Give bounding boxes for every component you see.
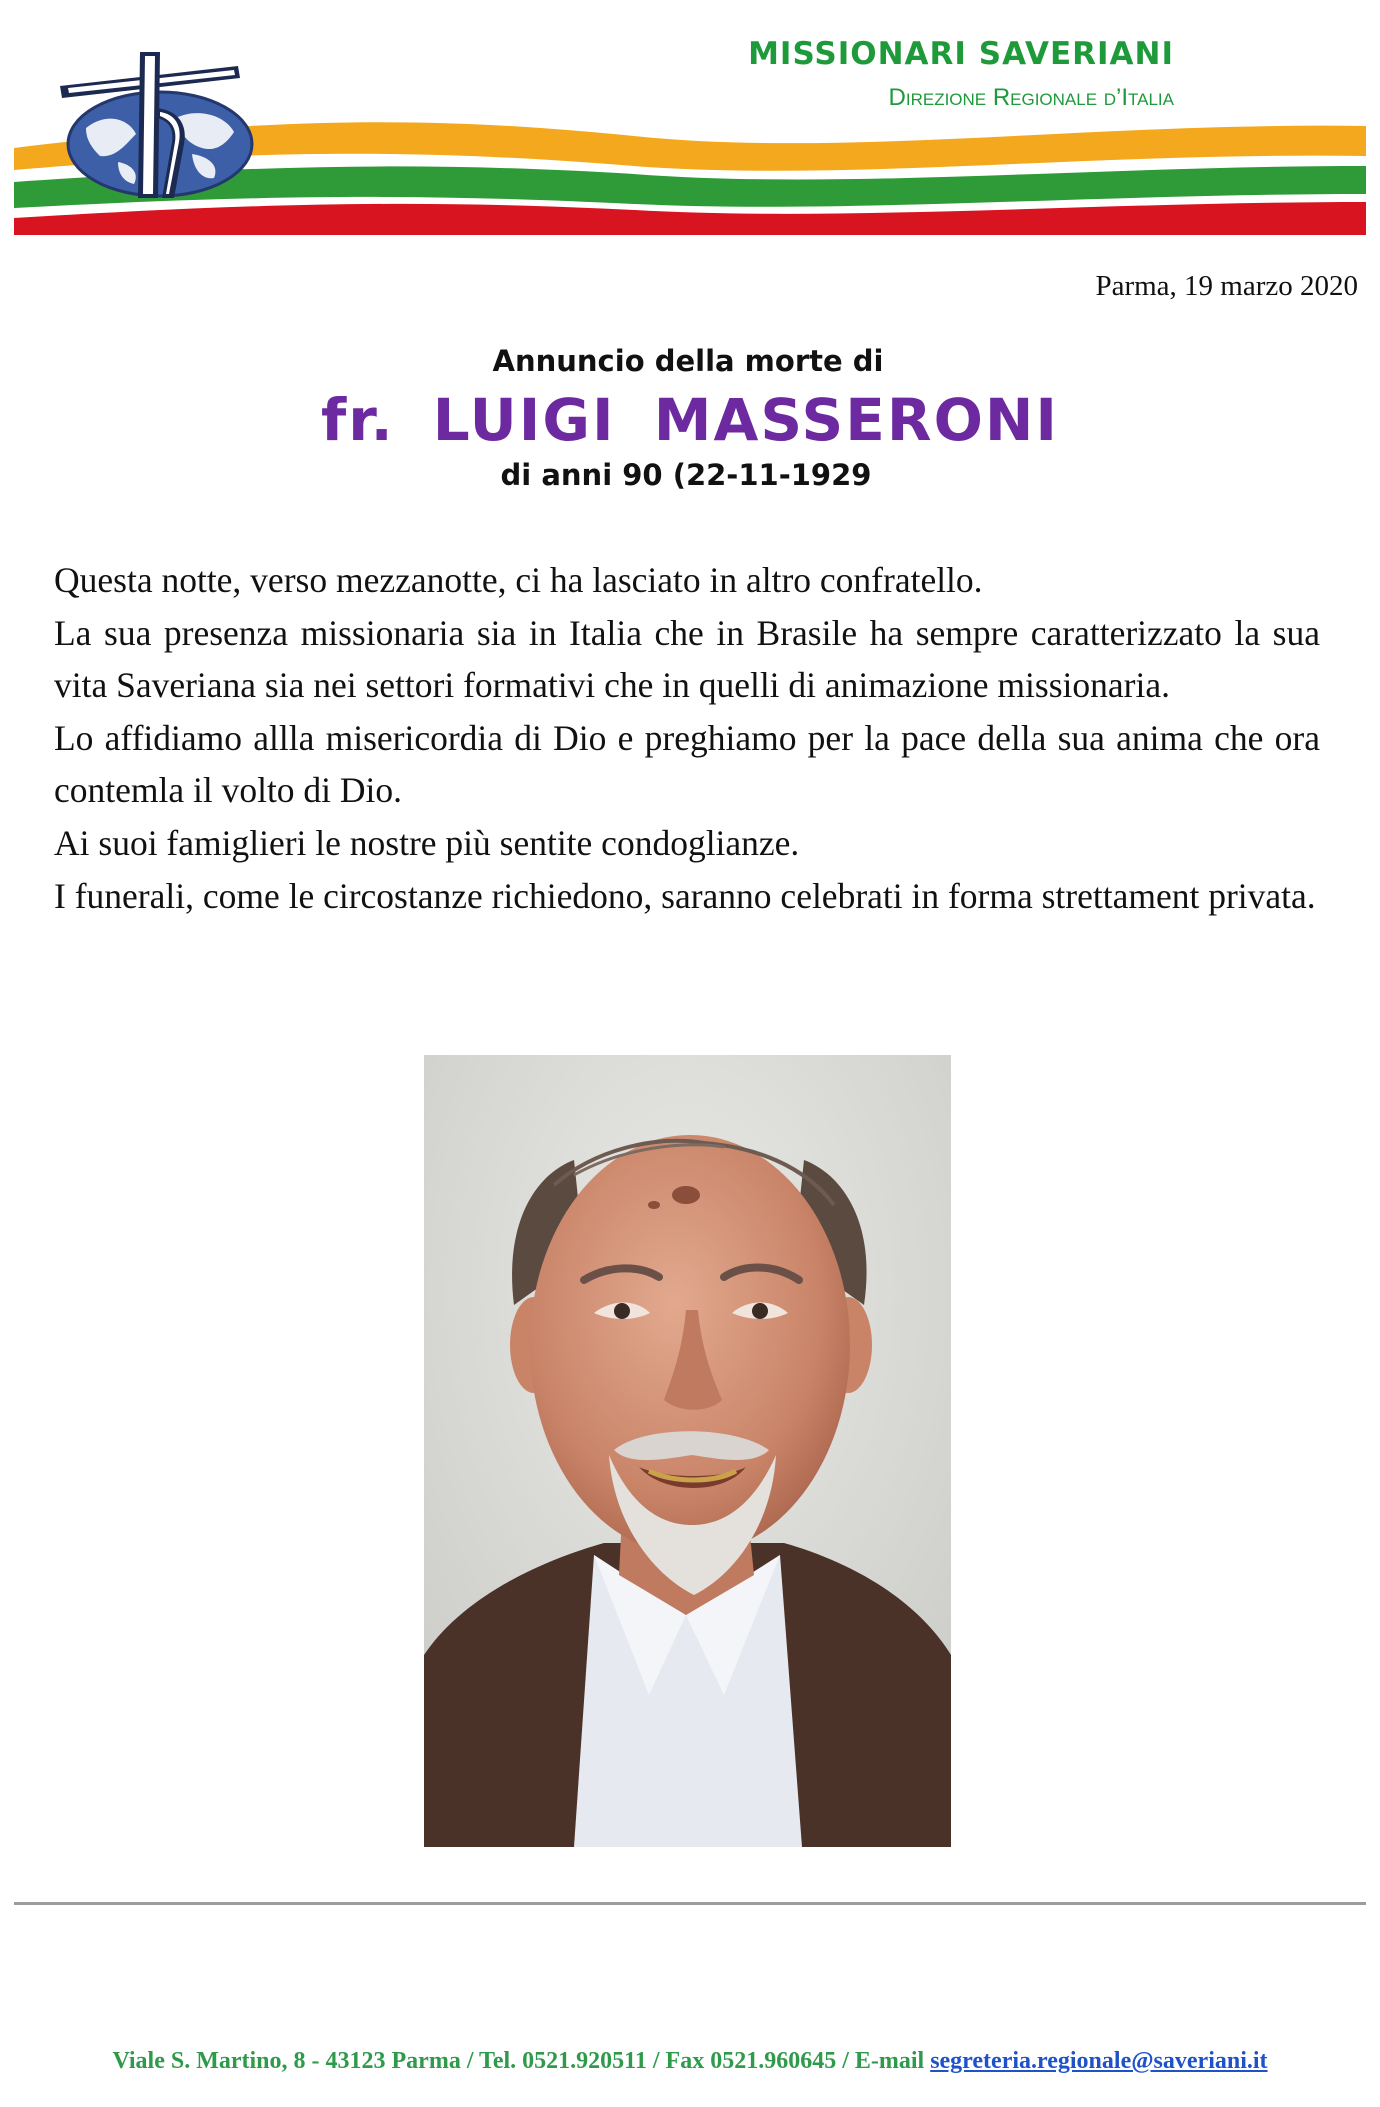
portrait-photo	[424, 1055, 951, 1847]
deceased-name: fr. LUIGI MASSERONI	[321, 386, 1059, 454]
paragraph: Ai suoi famiglieri le nostre più sentite condoglianze.	[54, 822, 800, 863]
organization-name: MISSIONARI SAVERIANI	[748, 36, 1174, 72]
paragraph: Questa notte, verso mezzanotte, ci ha lasciato in altro confratello.	[54, 560, 983, 600]
document-date: Parma, 19 marzo 2020	[1095, 270, 1358, 302]
organization-subtitle: Direzione Regionale d’Italia	[888, 84, 1174, 111]
letterhead	[0, 0, 1380, 240]
footer-address: Viale S. Martino, 8 - 43123 Parma / Tel. 0521.920511 / Fax 0521.960645 / E-mail	[112, 2048, 931, 2074]
announcement-body	[54, 554, 1320, 922]
footer-contact	[0, 2048, 1380, 2075]
footer-divider	[14, 1902, 1366, 1905]
paragraph: Lo affidiamo allla misericordia di Dio e preghiamo per la pace della sua anima che ora contemla il volto di Dio.	[54, 717, 1320, 811]
portrait-illustration	[424, 1055, 951, 1847]
paragraph: La sua presenza missionaria sia in Italia che in Brasile ha sempre caratterizzato la sua vita Saveriana sia nei settori formativi che in quelli di animazione missionaria.	[54, 612, 1320, 706]
email-link[interactable]: segreteria.regionale@saveriani.it	[930, 2048, 1268, 2074]
globe-cross-logo-icon	[56, 48, 256, 208]
announcement-heading: Annuncio della morte di	[492, 344, 884, 378]
age-line: di anni 90 (22-11-1929	[500, 458, 872, 492]
paragraph: I funerali, come le circostanze richiedono, saranno celebrati in forma strettament privata.	[54, 875, 1316, 916]
